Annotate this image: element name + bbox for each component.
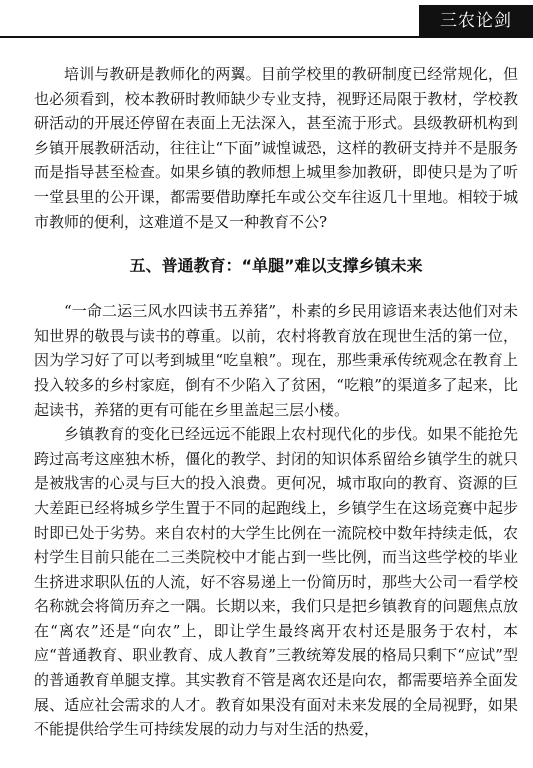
paragraph-training-research: 培训与教研是教师化的两翼。目前学校里的教研制度已经常规化，但也必须看到，校本教研时教师缺少专业支持，视野还局限于教材，学校教研活动的开展还停留在表面上无法深入，甚至流于形式。县级教研机构到乡镇开展教研活动，往往让“下面”诚惶诚恐，这样的教研支持并不是服务而是指导甚至检查。如果乡镇的教师想上城里参加教研，即使只是为了听一堂县里的公开课，都需要借助摩托车或公交车往返几十里地。相较于城市教师的便利，这难道不是又一种教育不公? bbox=[34, 65, 518, 231]
paragraph-proverb: “一命二运三风水四读书五养猪”，朴素的乡民用谚语来表达他们对未知世界的敬畏与读书的尊重。以前，农村将教育放在现世生活的第一位，因为学习好了可以考到城里“吃皇粮”。现在，那些秉承传统观念在教育上投入较多的乡村家庭，倒有不少陷入了贫困，“吃粮”的渠道多了起来，比起读书，养猪的更有可能在乡里盖起三层小楼。 bbox=[34, 302, 518, 419]
header-rule bbox=[0, 36, 533, 38]
section-tag: 三农论剑 bbox=[419, 5, 533, 38]
section-heading: 五、普通教育：“单腿”难以支撑乡镇未来 bbox=[129, 256, 423, 276]
paragraph-rural-education: 乡镇教育的变化已经远远不能跟上农村现代化的步伐。如果不能抢先跨过高考这座独木桥，僵化的教学、封闭的知识体系留给乡镇学生的就只是被戕害的心灵与巨大的投入浪费。更何况，城市取向的教育、资源的巨大差距已经将城乡学生置于不同的起跑线上，乡镇学生在这场竞赛中起步时即已处于劣势。来自农村的大学生比例在一流院校中数年持续走低，农村学生目前只能在二三类院校中才能占到一些比例，而当这些学校的毕业生挤进求职队伍的人流，好不容易递上一份简历时，那些大公司一看学校名称就会将简历弃之一隅。长期以来，我们只是把乡镇教育的问题焦点放在“离农”还是“向农”上，即让学生最终离开农村还是服务于农村，本应“普通教育、职业教育、成人教育”三教统筹发展的格局只剩下“应试”型的普通教育单腿支撑。其实教育不管是离农还是向农，都需要培养全面发展、适应社会需求的人才。教育如果没有面对未来发展的全局视野，如果不能提供给学生可持续发展的动力与对生活的热爱， bbox=[34, 425, 518, 739]
page-body bbox=[34, 62, 518, 742]
